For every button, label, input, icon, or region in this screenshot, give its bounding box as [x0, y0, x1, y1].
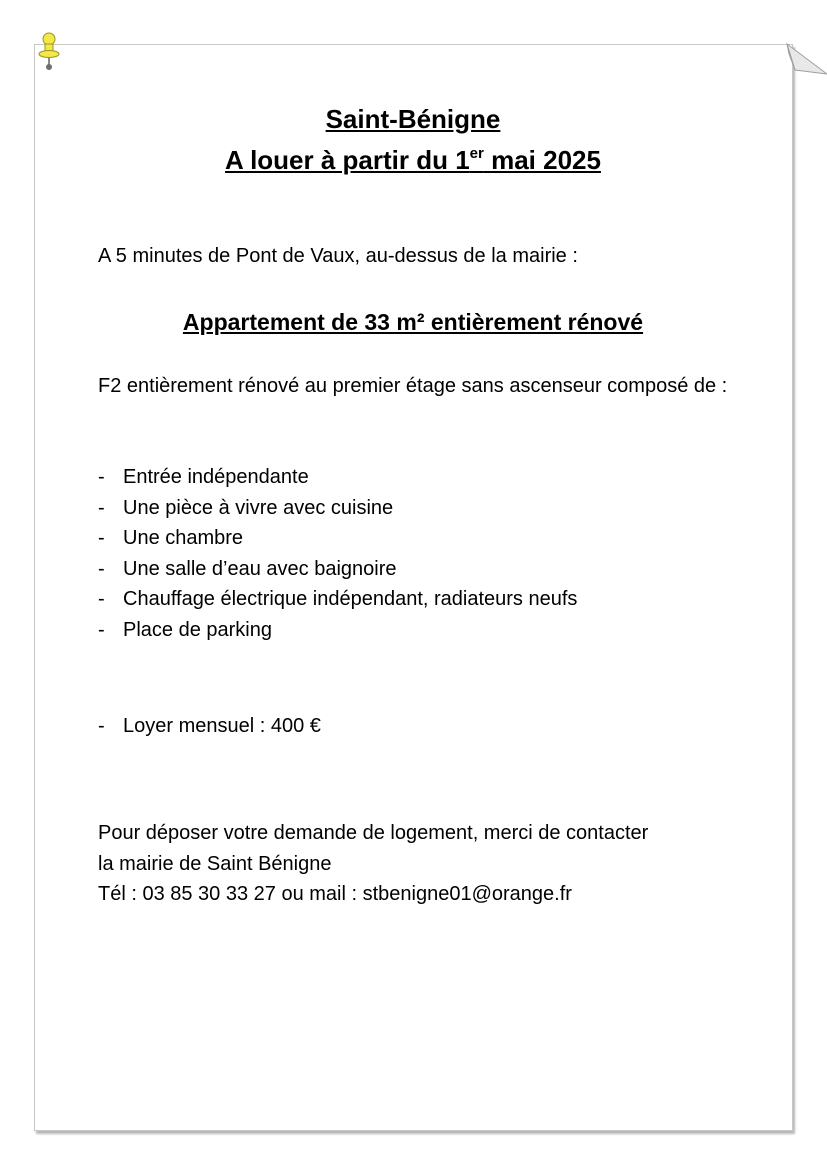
feature-text: Une salle d’eau avec baignoire: [123, 557, 397, 580]
contact-line: la mairie de Saint Bénigne: [98, 852, 332, 875]
features-list: [98, 462, 577, 646]
availability-title-date: mai 2025: [483, 145, 601, 175]
availability-title: [98, 144, 728, 181]
availability-title-text: A louer à partir du 1: [225, 145, 470, 175]
contact-phone-email: Tél : 03 85 30 33 27 ou mail : stbenigne01@orange.fr: [98, 883, 572, 905]
list-item: [98, 554, 577, 585]
list-item: [98, 523, 577, 554]
bullet-dash: -: [98, 715, 105, 737]
feature-text: Une pièce à vivre avec cuisine: [123, 496, 394, 519]
bullet-dash: -: [98, 557, 105, 580]
bullet-dash: -: [98, 527, 105, 550]
list-item: [98, 615, 577, 646]
list-item: [98, 584, 577, 615]
intro-text: A 5 minutes de Pont de Vaux, au-dessus de la mairie :: [98, 245, 578, 267]
contact-info: [98, 818, 738, 910]
rent-text: Loyer mensuel : 400 €: [123, 715, 321, 737]
list-item: [98, 462, 577, 493]
feature-text: Entrée indépendante: [123, 466, 309, 488]
location-title: Saint-Bénigne: [325, 104, 501, 134]
rent-line: [98, 711, 321, 741]
bullet-dash: -: [98, 466, 105, 488]
bullet-dash: -: [98, 496, 105, 519]
apartment-description: F2 entièrement rénové au premier étage sans ascenseur composé de :: [98, 375, 728, 397]
page-corner-fold-icon: [787, 44, 827, 74]
list-item: [98, 493, 577, 524]
bullet-dash: -: [98, 618, 105, 641]
pushpin-icon: [36, 30, 62, 72]
ordinal-suffix: er: [469, 145, 484, 162]
bullet-dash: -: [98, 588, 105, 611]
contact-line: Pour déposer votre demande de logement, merci de contacter: [98, 822, 649, 844]
feature-text: Place de parking: [123, 618, 272, 641]
feature-text: Chauffage électrique indépendant, radiateurs neufs: [123, 588, 578, 611]
apartment-subtitle: Appartement de 33 m² entièrement rénové: [182, 309, 644, 335]
feature-text: Une chambre: [123, 527, 244, 550]
